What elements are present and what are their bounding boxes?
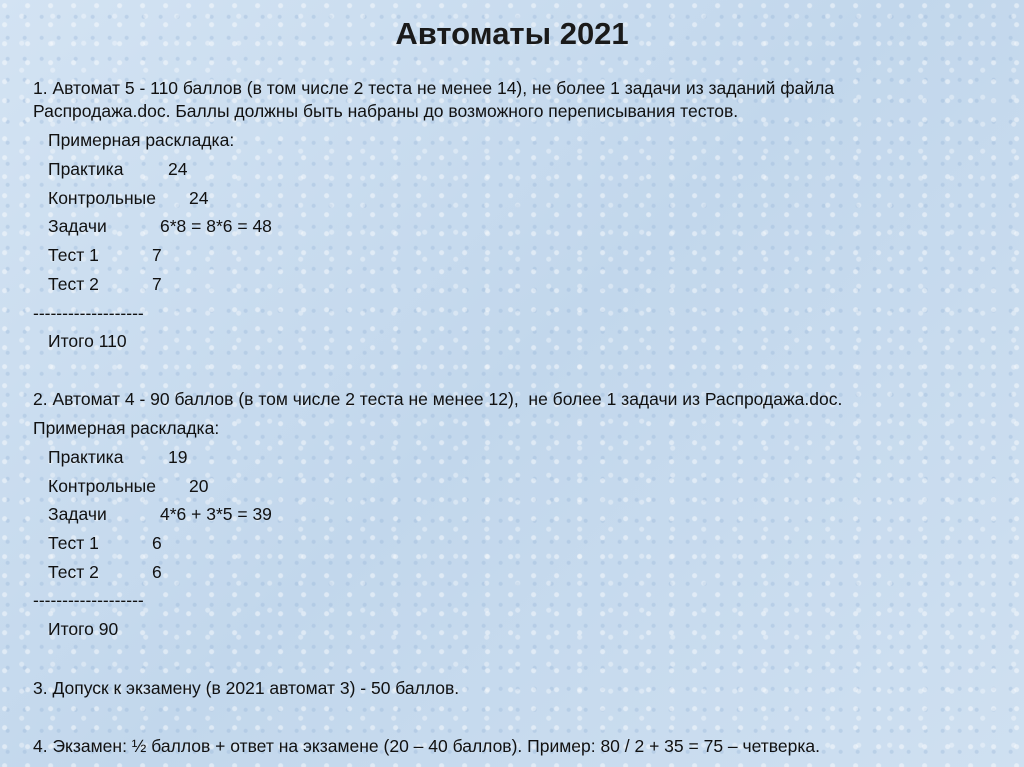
section1-row-value: 24 (168, 159, 188, 179)
section1-row-value: 7 (152, 274, 162, 294)
section2-row-value: 4*6 + 3*5 = 39 (160, 504, 272, 524)
section2-row-label: Контрольные (48, 476, 156, 496)
section2-row-label: Практика (48, 447, 124, 467)
section1-row-value: 6*8 = 8*6 = 48 (160, 216, 272, 236)
section2-row-label: Тест 1 (48, 533, 99, 553)
section2-row-label: Задачи (48, 504, 107, 524)
section2-row-label: Тест 2 (48, 562, 99, 582)
section1-row-label: Практика (48, 159, 124, 179)
section2-separator: ------------------- (33, 590, 144, 610)
section1-row-value: 7 (152, 245, 162, 265)
section1-heading-line1: 1. Автомат 5 - 110 баллов (в том числе 2 теста не менее 14), не более 1 задачи из заданий файла (33, 78, 835, 98)
section2-total: Итого 90 (48, 619, 119, 639)
section2-row-value: 6 (152, 562, 162, 582)
section2-heading: 2. Автомат 4 - 90 баллов (в том числе 2 теста не менее 12), не более 1 задачи из Распродажа.doc. (33, 389, 843, 409)
section2-row-value: 19 (168, 447, 188, 467)
section1-row-value: 24 (189, 188, 209, 208)
section2-row-value: 6 (152, 533, 162, 553)
section1-row-label: Тест 2 (48, 274, 99, 294)
slide-title: Автоматы 2021 (395, 16, 629, 51)
section2-layout-label: Примерная раскладка: (33, 418, 220, 438)
section1-total: Итого 110 (48, 331, 127, 351)
section1-row-label: Контрольные (48, 188, 156, 208)
section2-row-value: 20 (189, 476, 209, 496)
section1-heading-line2: Распродажа.doc. Баллы должны быть набраны до возможного переписывания тестов. (33, 101, 739, 121)
section3-text: 3. Допуск к экзамену (в 2021 автомат 3) - 50 баллов. (33, 678, 460, 698)
section4-text: 4. Экзамен: ½ баллов + ответ на экзамене (20 – 40 баллов). Пример: 80 / 2 + 35 = 75 – четверка. (33, 736, 820, 756)
section1-layout-label: Примерная раскладка: (48, 130, 235, 150)
section1-row-label: Тест 1 (48, 245, 99, 265)
section1-separator: ------------------- (33, 303, 144, 323)
section1-row-label: Задачи (48, 216, 107, 236)
